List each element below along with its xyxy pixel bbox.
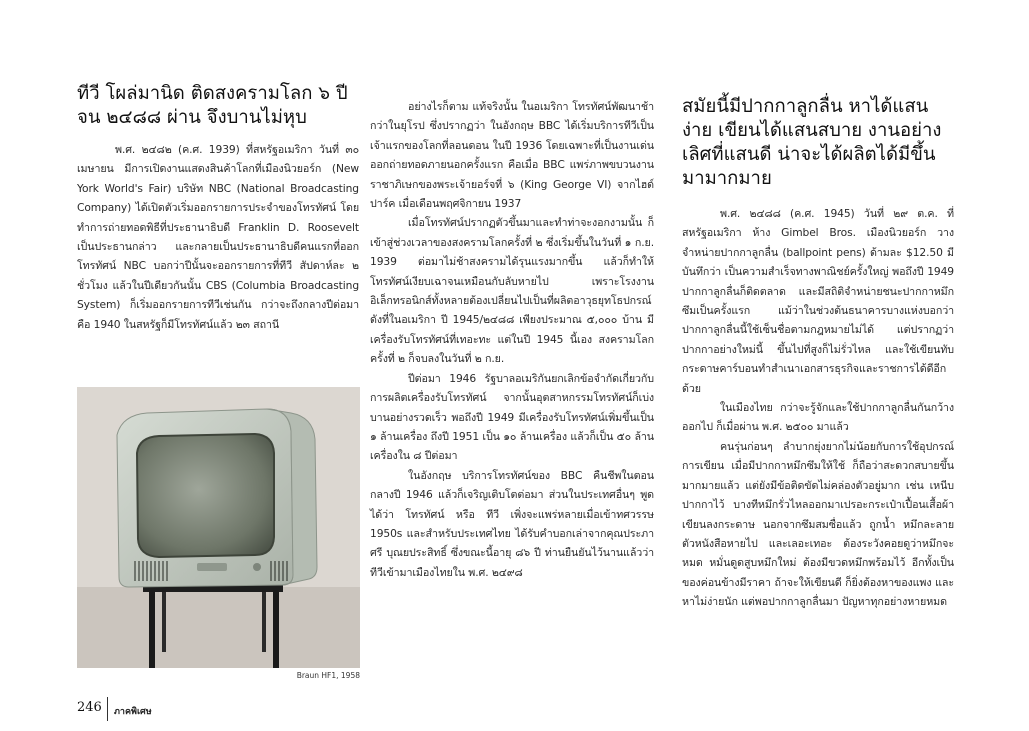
right-heading: สมัยนี้มีปากกาลูกลื่น หาได้แสนง่าย เขียนได้แสนสบาย งานอย่างเลิศที่แสนดี น่าจะได้ผลิตได้มีขึ้นมามากมาย	[682, 96, 942, 189]
section-label: ภาคพิเศษ	[114, 707, 152, 717]
right-paragraph-3: คนรุ่นก่อนๆ ลำบากยุ่งยากไม่น้อยกับการใช้อุปกรณ์การเขียน เมื่อมีปากกาหมึกซึมให้ใช้ ก็ถือว่าสะดวกสบายขึ้นมากมายแล้ว แต่ยังมีข้อติดขัดไม่คล่องตัวอยู่มาก เช่น เหนีบปากกาไว้ บางทีหมึกรั่วไหลออกมาเปรอะกระเป๋าเปื้อนเสื้อผ้า เขียนลงกระดาษ นอกจากซึมสมซื่อแล้ว ถูกน้ำ หมึกละลาย ตัวหนังสือหายไป และเลอะเทอะ ต้องระวังคอยดูว่าหมึกจะหมด หมั่นดูดสูบหมึกใหม่ ต้องมีขวดหมึกพร้อมไว้ อีกทั้งเป็นของค่อนข้างมีราคา ถ้าจะให้เขียนดี ก็ยิ่งต้องหาของแพง และหาไม่ง่ายนัก แต่พอปากกาลูกลื่นมา ปัญหาทุกอย่างหายหมด	[682, 439, 954, 609]
middle-paragraph-4: ในอังกฤษ บริการโทรทัศน์ของ BBC คืนชีพในตอนกลางปี 1946 แล้วก็เจริญเติบโตต่อมา ส่วนในประเทศอื่นๆ พูดได้ว่า โทรทัศน์ หรือ ทีวี เพิ่งจะแพร่หลายเมื่อเข้าทศวรรษ 1950s และสำหรับประเทศไทย ได้รับคำบอกเล่าจากคุณประภาศรี บุณยประสิทธิ์ ซึ่งขณะนี้อายุ ๘๖ ปี ท่านยืนยันไว้นานแล้วว่า ทีวีเข้ามาเมืองไทยใน พ.ศ. ๒๔๙๘	[370, 468, 654, 579]
middle-paragraph-2: เมื่อโทรทัศน์ปรากฏตัวขึ้นมาและทำท่าจะงอกงามนั้น ก็เข้าสู่ช่วงเวลาของสงครามโลกครั้งที่ ๒ ซึ่งเริ่มขึ้นในวันที่ ๑ ก.ย. 1939 ต่อมาไม่ช้าสงครามได้รุนแรงมากขึ้น แล้วก็ทำให้โทรทัศน์เงียบเฉาจนเหมือนกับลับหายไป เพราะโรงงานอิเล็กทรอนิกส์ทั้งหลายต้องเปลี่ยนไปเป็นที่ผลิตอาวุธยุทโธปกรณ์ ดังที่ในอเมริกา ปี 1945/๒๔๘๘ เพียงประมาณ ๕,๐๐๐ บ้าน มีเครื่องรับโทรทัศน์ที่เทอะทะ แต่ในปี 1945 นี้เอง สงครามโลกครั้งที่ ๒ ก็จบลงในวันที่ ๒ ก.ย.	[370, 216, 654, 366]
right-body	[682, 204, 954, 612]
left-paragraph: พ.ศ. ๒๔๘๒ (ค.ศ. 1939) ที่สหรัฐอเมริกา วันที่ ๓๐ เมษายน มีการเปิดงานแสดงสินค้าโลกที่เมืองนิวยอร์ก (New York World's Fair) บริษัท NBC (National Broadcasting Company) ได้เปิดตัวเริ่มออกรายการประจำของโทรทัศน์ โดยทำการถ่ายทอดพิธีที่ประธานาธิบดี Franklin D. Roosevelt เป็นประธานกล่าว และกลายเป็นประธานาธิบดีคนแรกที่ออกโทรทัศน์ NBC บอกว่าปีนั้นจะออกรายการที่ทีวี สัปดาห์ละ ๒ ชั่วโมง แล้วในปีเดียวกันนั้น CBS (Columbia Broadcasting System) ก็เริ่มออกรายการทีวีเช่นกัน กว่าจะถึงกลางปีต่อมา คือ 1940 ในสหรัฐก็มีโทรทัศน์แล้ว ๒๓ สถานี	[77, 143, 359, 331]
photo-caption: Braun HF1, 1958	[296, 671, 360, 680]
middle-paragraph-3: ปีต่อมา 1946 รัฐบาลอเมริกันยกเลิกข้อจำกัดเกี่ยวกับการผลิตเครื่องรับโทรทัศน์ จากนั้นอุตสาหกรรมโทรทัศน์ก็เบ่งบานอย่างรวดเร็ว พอถึงปี 1949 มีเครื่องรับโทรทัศน์เพิ่มขึ้นเป็น ๑ ล้านเครื่อง ถึงปี 1951 เป็น ๑๐ ล้านเครื่อง แล้วก็เป็น ๕๐ ล้านเครื่องใน ๘ ปีต่อมา	[370, 371, 654, 463]
right-paragraph-2: ในเมืองไทย กว่าจะรู้จักและใช้ปากกาลูกลื่นกันกว้างออกไป ก็เมื่อผ่าน พ.ศ. ๒๕๐๐ มาแล้ว	[682, 401, 954, 434]
middle-paragraph-1: อย่างไรก็ตาม แท้จริงนั้น ในอเมริกา โทรทัศน์พัฒนาช้ากว่าในยุโรป ซึ่งปรากฏว่า ในอังกฤษ BBC ได้เริ่มบริการทีวีเป็นเจ้าแรกของโลกที่ลอนดอน ในปี 1936 โดยเฉพาะที่เป็นงานเด่นออกถ่ายทอดภายนอกครั้งแรก คือเมื่อ BBC แพร่ภาพขบวนงานราชาภิเษกของพระเจ้ายอร์จที่ ๖ (King George VI) จากไฮด์ปาร์ค เมื่อเดือนพฤศจิกายน 1937	[370, 100, 654, 211]
page-number: 246	[77, 700, 102, 715]
left-body	[77, 140, 359, 334]
footer-divider	[107, 697, 108, 721]
television-photo	[77, 387, 360, 668]
braun-tv-illustration	[77, 387, 360, 668]
middle-body	[370, 97, 654, 582]
left-heading: ทีวี โผล่มานิด ติดสงครามโลก ๖ ปี จน ๒๔๘๘ ผ่าน จึงบานไม่หุบ	[77, 83, 348, 128]
right-paragraph-1: พ.ศ. ๒๔๘๘ (ค.ศ. 1945) วันที่ ๒๙ ต.ค. ที่สหรัฐอเมริกา ห้าง Gimbel Bros. เมืองนิวยอร์ก วางจำหน่ายปากกาลูกลื่น (ballpoint pens) ด้ามละ $12.50 มีบันทึกว่า เป็นความสำเร็จทางพาณิชย์ครั้งใหญ่ พอถึงปี 1949 ปากกาลูกลื่นก็ติดตลาด และมีสถิติจำหน่ายชนะปากกาหมึกซึมเป็นครั้งแรก แม้ว่าในช่วงต้นธนาคารบางแห่งบอกว่าปากกาลูกลื่นนี้ใช้เซ็นชื่อตามกฎหมายไม่ได้ แต่ปรากฏว่า ปากกาอย่างใหม่นี้ ขึ้นไปที่สูงก็ไม่รั่วไหล และใช้เขียนทับกระดาษคาร์บอนทำสำเนาเอกสารธุรกิจและราชการได้ดีอีกด้วย	[682, 207, 954, 395]
